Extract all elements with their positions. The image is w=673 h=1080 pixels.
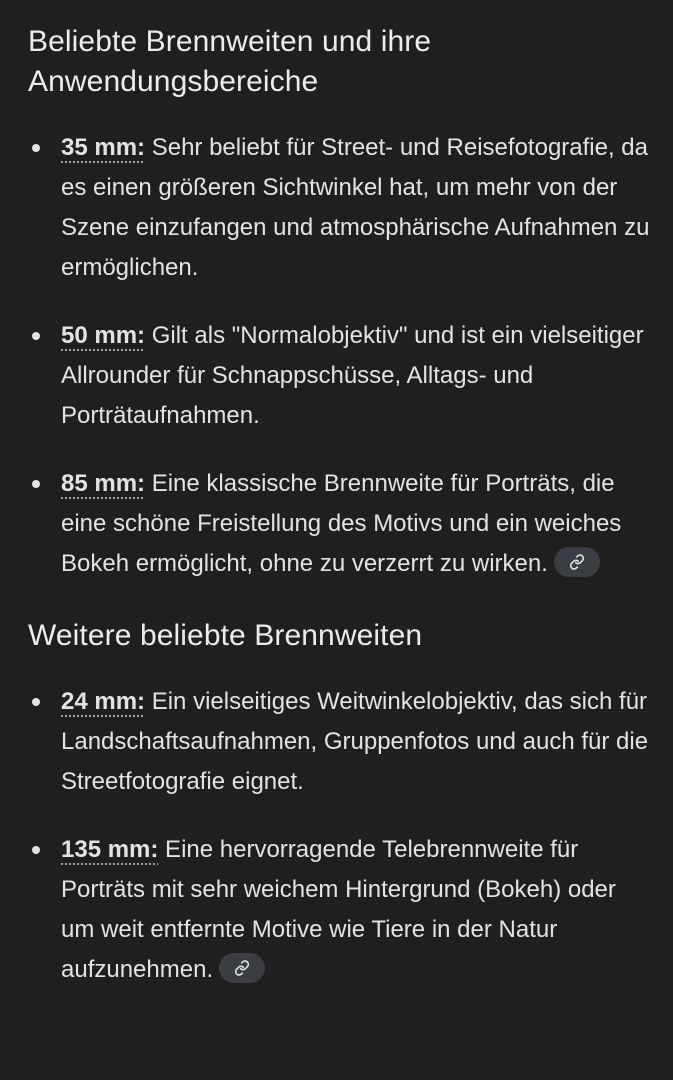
list-item-85mm [28,464,653,584]
bullet-icon [32,846,40,854]
link-icon [234,960,250,976]
link-icon [569,554,585,570]
term-135mm[interactable]: 135 mm: [61,836,159,863]
description-24mm: Ein vielseitiges Weitwinkelobjektiv, das sich für Landschaftsaufnahmen, Gruppenfotos und auch für die Streetfotografie eignet. [61,688,649,795]
description-85mm: Eine klassische Brennweite für Porträts, die eine schöne Freistellung des Motivs und ein weiches Bokeh ermöglicht, ohne zu verzerrt zu wirken. [61,470,622,577]
description-35mm: Sehr beliebt für Street- und Reisefotografie, da es einen größeren Sichtwinkel hat, um mehr von der Szene einzufangen und atmosphärische Aufnahmen zu ermöglichen. [61,134,650,281]
list-item-24mm [28,682,653,802]
source-link-chip[interactable] [554,547,600,577]
description-135mm: Eine hervorragende Telebrennweite für Porträts mit sehr weichem Hintergrund (Bokeh) oder um weit entfernte Motive wie Tiere in der Natur aufzunehmen. [61,836,616,983]
list-item-135mm [28,830,653,990]
term-24mm[interactable]: 24 mm: [61,688,146,715]
bullet-icon [32,480,40,488]
list-item-35mm [28,128,653,288]
section-heading-popular: Beliebte Brennweiten und ihre Anwendungsbereiche [28,25,432,98]
description-50mm: Gilt als "Normalobjektiv" und ist ein vielseitiger Allrounder für Schnappschüsse, Alltags- und Porträtaufnahmen. [61,322,644,429]
focal-length-list-popular [28,128,653,584]
list-item-50mm [28,316,653,436]
bullet-icon [32,144,40,152]
source-link-chip[interactable] [219,953,265,983]
term-35mm[interactable]: 35 mm: [61,134,146,161]
term-85mm[interactable]: 85 mm: [61,470,146,497]
focal-length-list-more [28,682,653,990]
section-heading-more: Weitere beliebte Brennweiten [28,619,423,652]
bullet-icon [32,332,40,340]
term-50mm[interactable]: 50 mm: [61,322,146,349]
bullet-icon [32,698,40,706]
